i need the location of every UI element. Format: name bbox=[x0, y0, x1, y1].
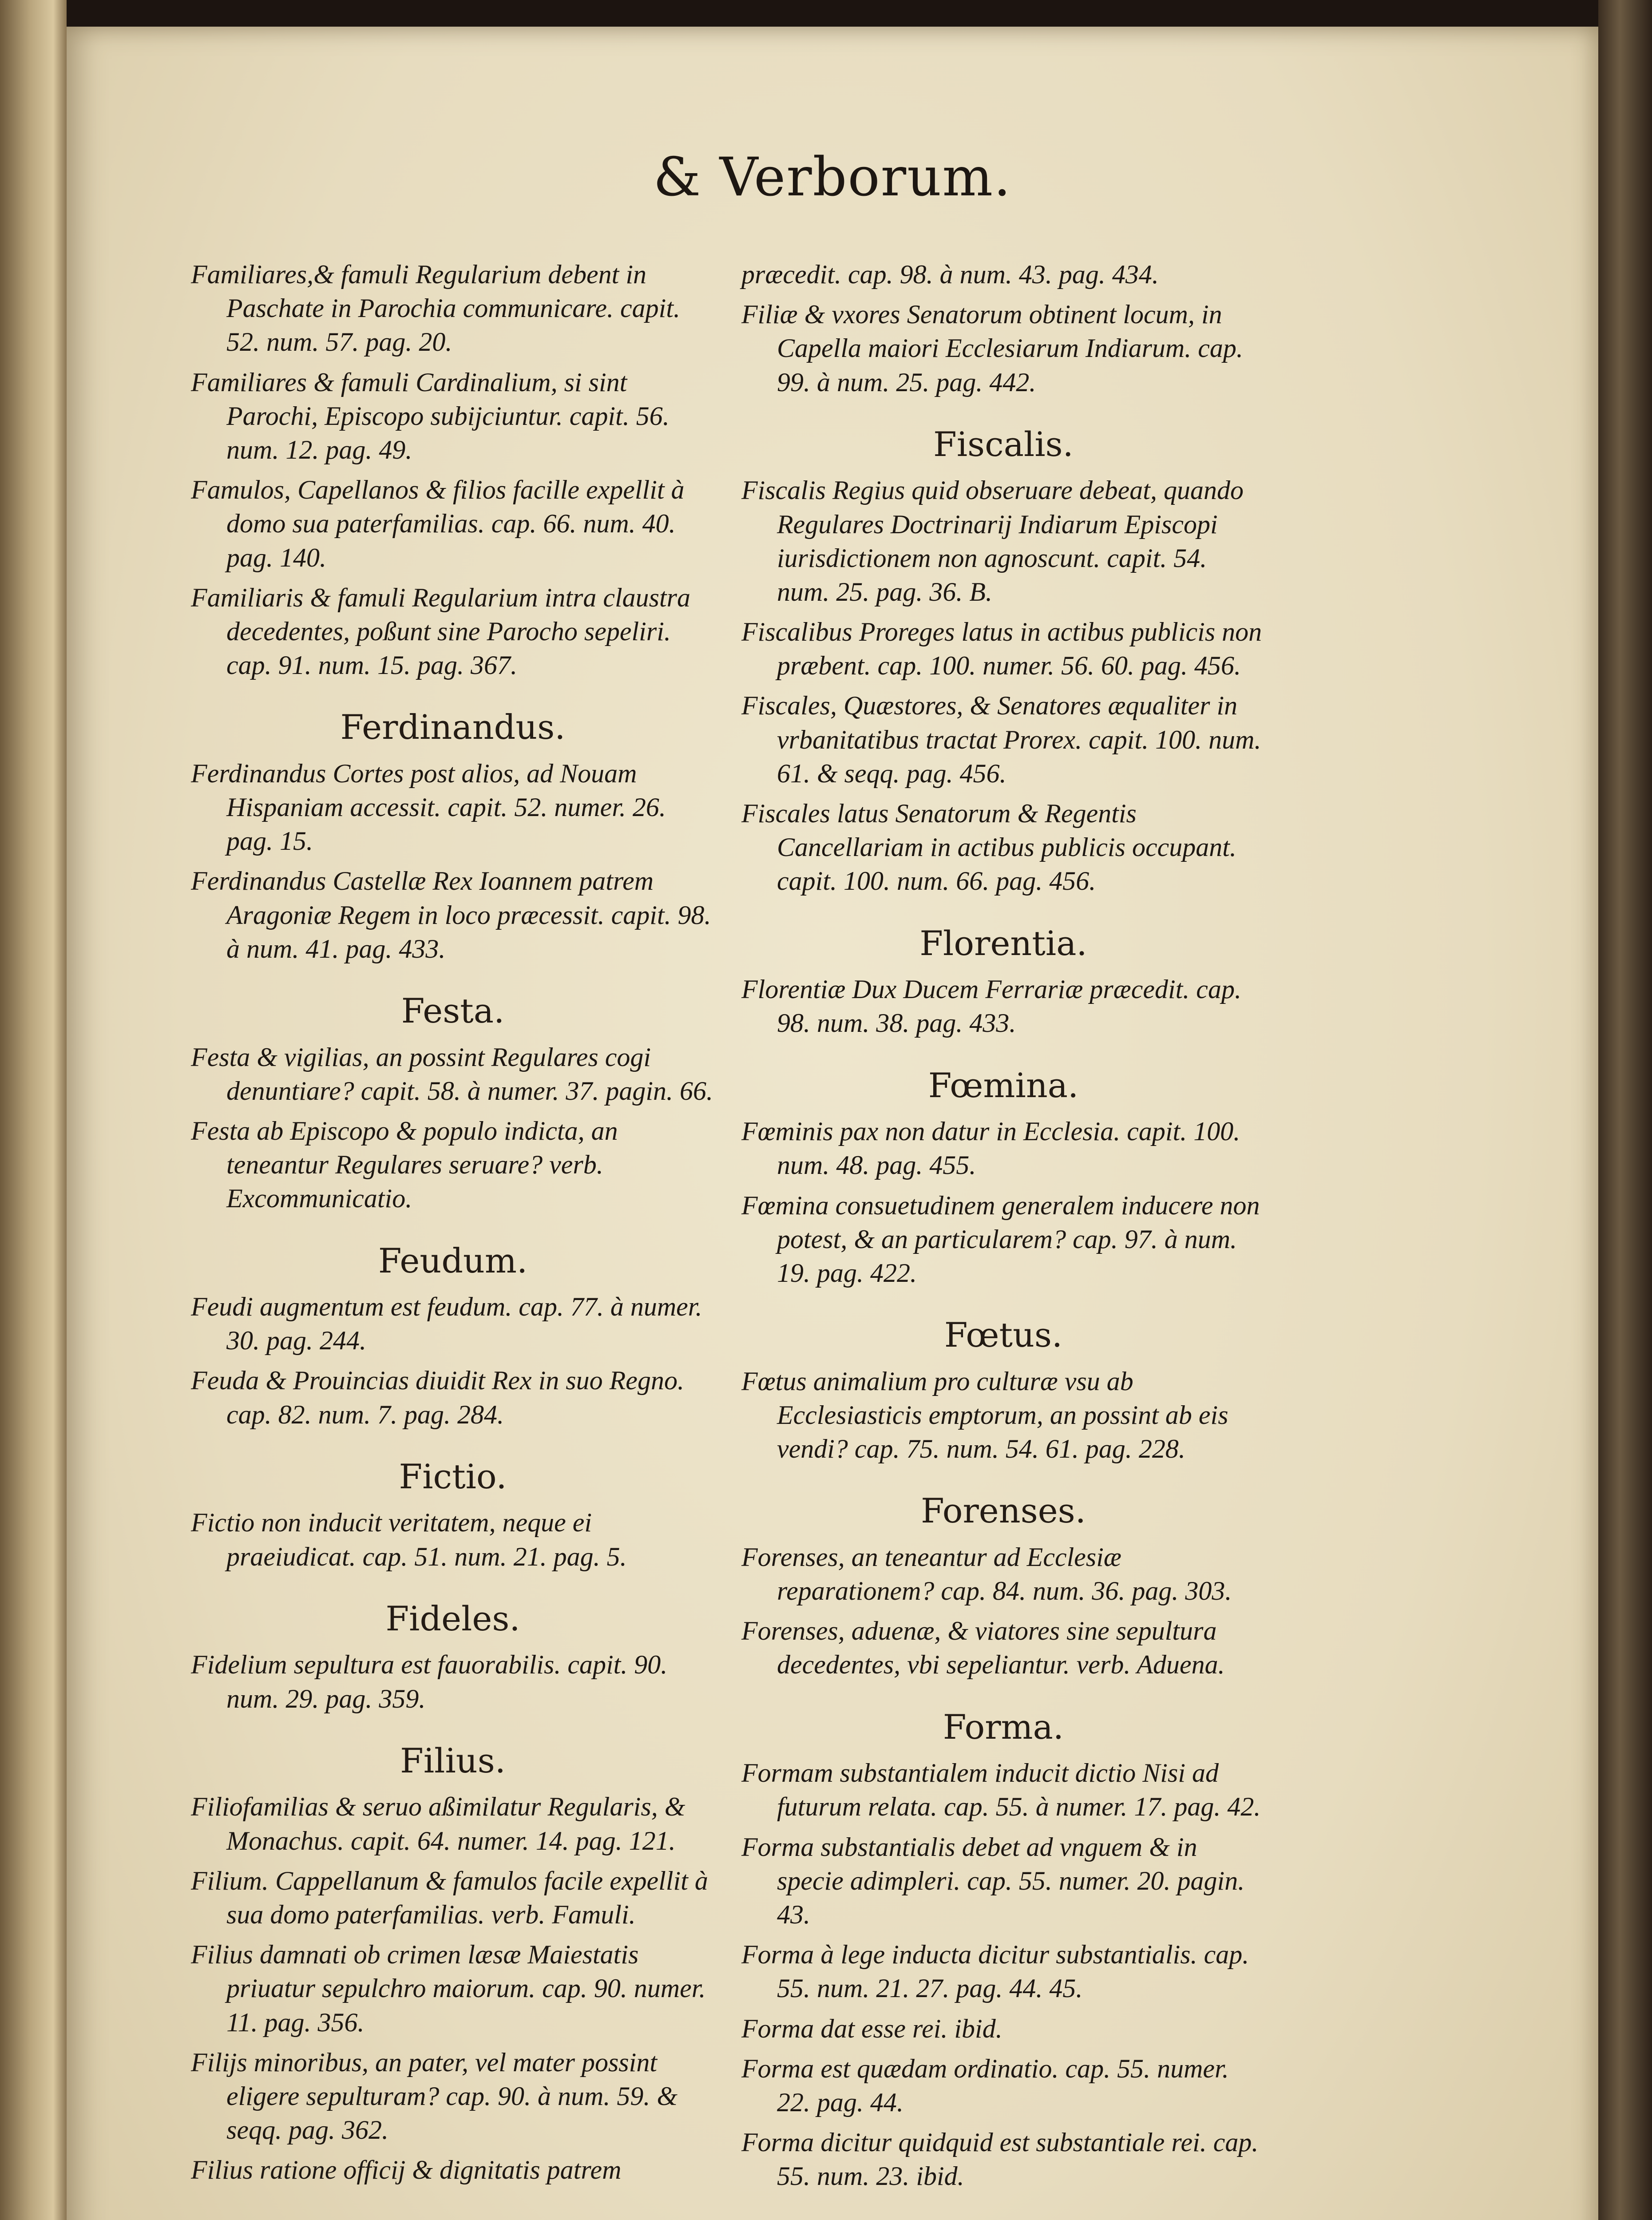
section-heading: Fiscalis. bbox=[933, 424, 1074, 464]
index-entry: Famulos, Capellanos & filios facille expellit à domo sua paterfamilias. cap. 66. num. 40. pag. 140. bbox=[191, 475, 685, 572]
running-header: & Verborum. bbox=[653, 147, 1012, 208]
section-heading: Forenses. bbox=[921, 1491, 1086, 1531]
index-entry: Fœminis pax non datur in Ecclesia. capit. 100. num. 48. pag. 455. bbox=[741, 1117, 1240, 1180]
index-entry: Familiares & famuli Cardinalium, si sint Parochi, Episcopo subijciuntur. capit. 56. num. 12. pag. 49. bbox=[191, 367, 670, 464]
section-heading: Festa. bbox=[401, 991, 505, 1031]
index-entry: Filium. Cappellanum & famulos facile expellit à sua domo paterfamilias. verb. Famuli. bbox=[191, 1866, 708, 1929]
section-heading: Fictio. bbox=[399, 1456, 507, 1496]
index-entry: Forma est quædam ordinatio. cap. 55. numer. 22. pag. 44. bbox=[741, 2054, 1229, 2117]
index-entry: Fidelium sepultura est fauorabilis. capit. 90. num. 29. pag. 359. bbox=[191, 1650, 668, 1713]
index-entry: Filius ratione officij & dignitatis patrem bbox=[191, 2155, 622, 2185]
right-column bbox=[741, 258, 1265, 2199]
book-page bbox=[67, 27, 1598, 2220]
index-entry: Fiscales, Quæstores, & Senatores æqualiter in vrbanitatibus tractat Prorex. capit. 100. num. 61. & seqq. pag. 456. bbox=[741, 691, 1261, 788]
index-entry: Forma dat esse rei. ibid. bbox=[741, 2014, 1002, 2043]
index-entry: Forenses, an teneantur ad Ecclesiæ reparationem? cap. 84. num. 36. pag. 303. bbox=[741, 1542, 1232, 1606]
section-heading: Florentia. bbox=[919, 923, 1087, 963]
index-entry: Forma substantialis debet ad vnguem & in specie adimpleri. cap. 55. numer. 20. pagin. 43. bbox=[741, 1832, 1245, 1929]
index-entry: Fiscalis Regius quid obseruare debeat, quando Regulares Doctrinarij Indiarum Episcopi iurisdictionem non agnoscunt. capit. 54. num. 25. pag. 36. B. bbox=[741, 476, 1244, 607]
index-entry: Forenses, aduenæ, & viatores sine sepultura decedentes, vbi sepeliantur. verb. Aduena. bbox=[741, 1616, 1225, 1680]
index-entry: Fiscalibus Proreges latus in actibus publicis non præbent. cap. 100. numer. 56. 60. pag. 456. bbox=[741, 617, 1262, 681]
index-entry: Festa & vigilias, an possint Regulares cogi denuntiare? capit. 58. à numer. 37. pagin. 66. bbox=[191, 1042, 713, 1106]
index-entry: Filijs minoribus, an pater, vel mater possint eligere sepulturam? cap. 90. à num. 59. & seqq. pag. 362. bbox=[191, 2047, 677, 2145]
index-entry: Ferdinandus Cortes post alios, ad Nouam Hispaniam accessit. capit. 52. numer. 26. pag. 15. bbox=[191, 758, 666, 856]
index-entry: Feudi augmentum est feudum. cap. 77. à numer. 30. pag. 244. bbox=[191, 1292, 702, 1356]
index-entry: Filius damnati ob crimen læsæ Maiestatis priuatur sepulchro maiorum. cap. 90. numer. 11. pag. 356. bbox=[191, 1940, 706, 2037]
index-entry: Forma à lege inducta dicitur substantialis. cap. 55. num. 21. 27. pag. 44. 45. bbox=[741, 1940, 1249, 2003]
index-entry: Ferdinandus Castellæ Rex Ioannem patrem Aragoniæ Regem in loco præcessit. capit. 98. à num. 41. pag. 433. bbox=[191, 866, 711, 963]
section-heading: Forma. bbox=[943, 1707, 1064, 1747]
index-entry: Familiares,& famuli Regularium debent in Paschate in Parochia communicare. capit. 52. num. 57. pag. 20. bbox=[191, 260, 680, 357]
index-entry: Fictio non inducit veritatem, neque ei praeiudicat. cap. 51. num. 21. pag. 5. bbox=[191, 1508, 627, 1571]
index-entry: Familiaris & famuli Regularium intra claustra decedentes, poßunt sine Parocho sepeliri. cap. 91. num. 15. pag. 367. bbox=[191, 583, 691, 680]
index-entry: Filiofamilias & seruo aßimilatur Regularis, & Monachus. capit. 64. numer. 14. pag. 121. bbox=[191, 1792, 685, 1855]
index-entry: Fiscales latus Senatorum & Regentis Cancellariam in actibus publicis occupant. capit. 100. num. 66. pag. 456. bbox=[741, 799, 1236, 896]
index-entry: præcedit. cap. 98. à num. 43. pag. 434. bbox=[741, 260, 1159, 289]
index-entry: Forma dicitur quidquid est substantiale rei. cap. 55. num. 23. ibid. bbox=[741, 2128, 1259, 2191]
index-entry: Formam substantialem inducit dictio Nisi ad futurum relata. cap. 55. à numer. 17. pag. 42. bbox=[741, 1758, 1261, 1822]
index-entry: Fœmina consuetudinem generalem inducere non potest, & an particularem? cap. 97. à num. 19. pag. 422. bbox=[741, 1190, 1260, 1288]
index-entry: Feuda & Prouincias diuidit Rex in suo Regno. cap. 82. num. 7. pag. 284. bbox=[191, 1366, 684, 1429]
index-entry: Fœtus animalium pro culturæ vsu ab Ecclesiasticis emptorum, an possint ab eis vendi? cap. 75. num. 54. 61. pag. 228. bbox=[741, 1366, 1228, 1464]
section-heading: Fœtus. bbox=[944, 1315, 1063, 1355]
binding-board bbox=[1598, 0, 1652, 2220]
section-heading: Fœmina. bbox=[928, 1065, 1079, 1105]
section-heading: Filius. bbox=[400, 1740, 506, 1780]
section-heading: Ferdinandus. bbox=[340, 707, 566, 747]
left-column bbox=[191, 258, 715, 2193]
index-entry: Filiæ & vxores Senatorum obtinent locum, in Capella maiori Ecclesiarum Indiarum. cap. 99. à num. 25. pag. 442. bbox=[741, 300, 1243, 397]
index-entry: Festa ab Episcopo & populo indicta, an teneantur Regulares seruare? verb. Excommunicatio. bbox=[191, 1116, 618, 1213]
facing-page-edge bbox=[0, 0, 67, 2220]
index-entry: Florentiæ Dux Ducem Ferrariæ præcedit. cap. 98. num. 38. pag. 433. bbox=[741, 975, 1241, 1038]
section-heading: Fideles. bbox=[385, 1598, 520, 1638]
section-heading: Feudum. bbox=[378, 1241, 528, 1280]
